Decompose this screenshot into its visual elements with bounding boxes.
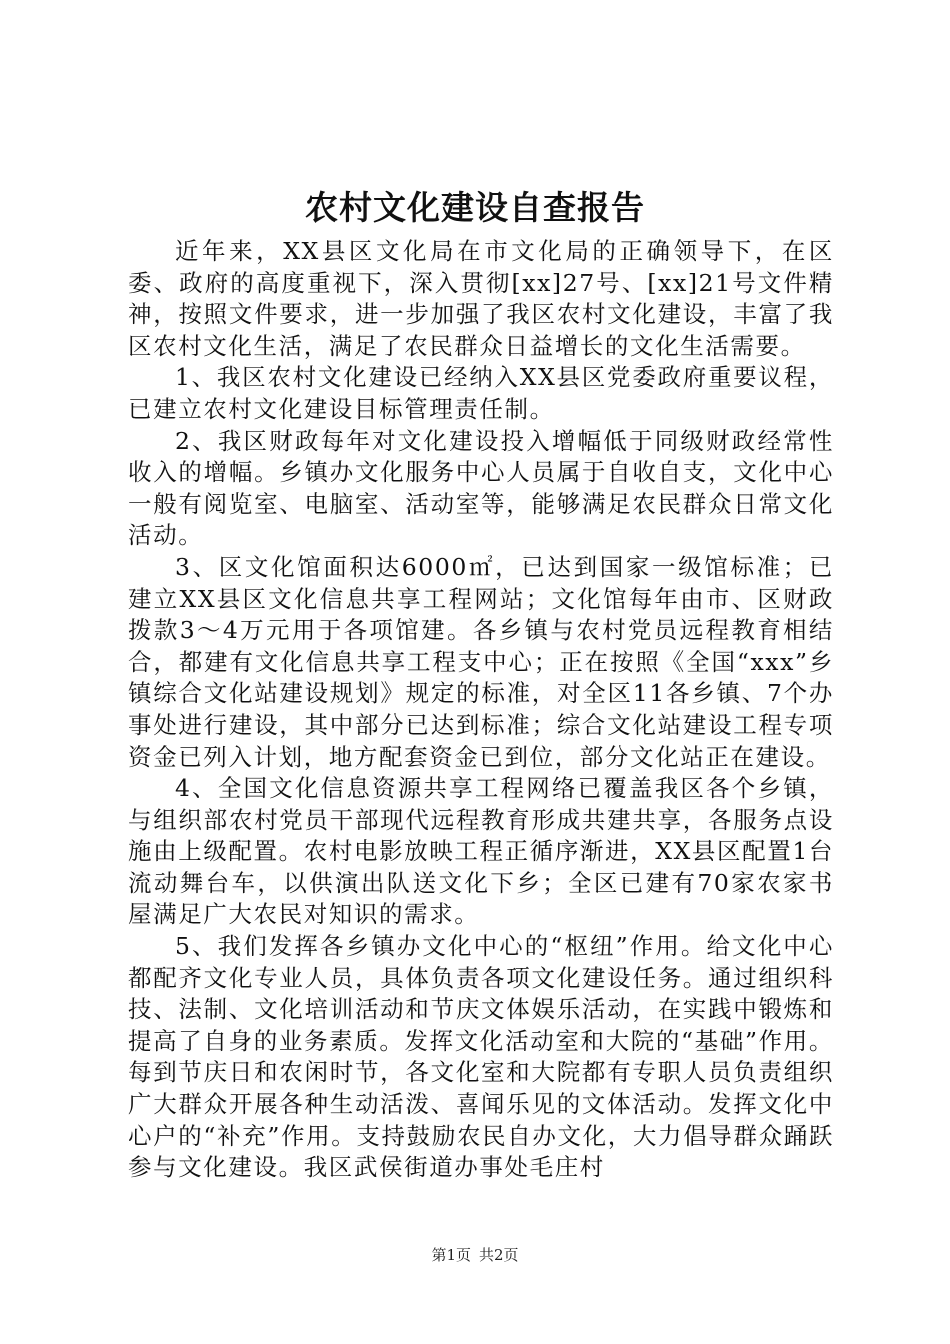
document-title: 农村文化建设自查报告 [305, 188, 645, 227]
paragraph-item-3: 3、区文化馆面积达6000㎡，已达到国家一级馆标准；已建立XX县区文化信息共享工程网站；文化馆每年由市、区财政拨款3～4万元用于各项馆建。各乡镇与农村党员远程教育相结合，都建有文化信息共享工程支中心；正在按照《全国“xxx”乡镇综合文化站建设规划》规定的标准，对全区11各乡镇、7个办事处进行建设，其中部分已达到标准；综合文化站建设工程专项资金已列入计划，地方配套资金已到位，部分文化站正在建设。 [128, 552, 834, 771]
paragraph-item-4: 4、全国文化信息资源共享工程网络已覆盖我区各个乡镇，与组织部农村党员干部现代远程教育形成共建共享，各服务点设施由上级配置。农村电影放映工程正循序渐进，XX县区配置1台流动舞台车，以供演出队送文化下乡；全区已建有70家农家书屋满足广大农民对知识的需求。 [128, 774, 834, 929]
paragraph-item-5: 5、我们发挥各乡镇办文化中心的“枢纽”作用。给文化中心都配齐文化专业人员，具体负责各项文化建设任务。通过组织科技、法制、文化培训活动和节庆文体娱乐活动，在实践中锻炼和提高了自身的业务素质。发挥文化活动室和大院的“基础”作用。每到节庆日和农闲时节，各文化室和大院都有专职人员负责组织广大群众开展各种生动活泼、喜闻乐见的文体活动。发挥文化中心户的“补充”作用。支持鼓励农民自办文化，大力倡导群众踊跃参与文化建设。我区武侯街道办事处毛庄村 [128, 932, 834, 1182]
page-total: 共2页 [479, 1246, 519, 1264]
paragraph-item-1: 1、我区农村文化建设已经纳入XX县区党委政府重要议程，已建立农村文化建设目标管理责任制。 [128, 363, 834, 423]
page-footer [0, 1244, 950, 1266]
document-body [128, 236, 834, 1184]
paragraph-item-2: 2、我区财政每年对文化建设投入增幅低于同级财政经常性收入的增幅。乡镇办文化服务中心人员属于自收自支，文化中心一般有阅览室、电脑室、活动室等，能够满足农民群众日常文化活动。 [128, 426, 834, 550]
paragraph-intro: 近年来，XX县区文化局在市文化局的正确领导下，在区委、政府的高度重视下，深入贯彻[xx]27号、[xx]21号文件精神，按照文件要求，进一步加强了我区农村文化建设，丰富了我区农村文化生活，满足了农民群众日益增长的文化生活需要。 [128, 237, 834, 360]
page-number: 第1页 [431, 1246, 471, 1264]
